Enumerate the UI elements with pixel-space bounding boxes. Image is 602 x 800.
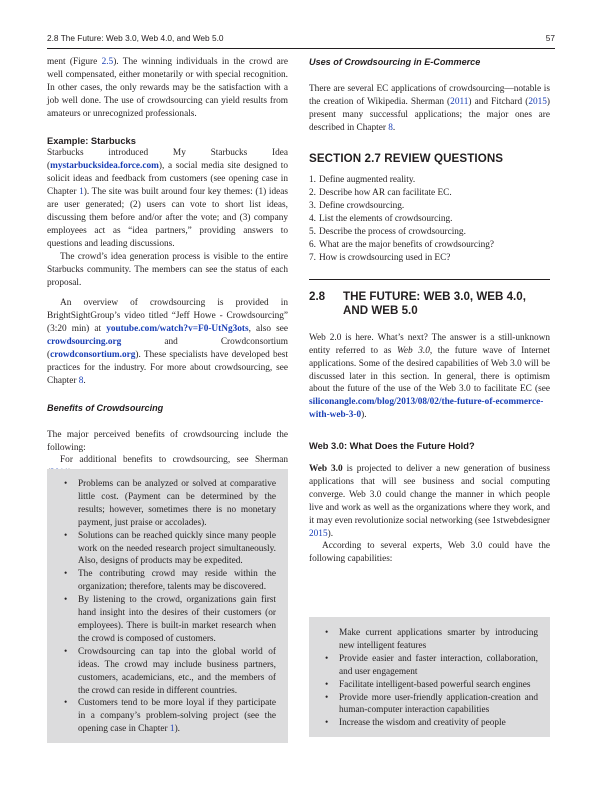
list-item: • Crowdsourcing can tap into the global world of ideas. The crowd may include business partners, customers, academicians, etc., and the members of the crowd can reside in different countries. <box>64 646 276 696</box>
bullet-icon: • <box>64 698 68 709</box>
bullet-icon: • <box>325 653 329 664</box>
list-item: 6. What are the major benefits of crowdsourcing? <box>309 239 495 250</box>
list-item: • Increase the wisdom and creativity of people <box>325 718 506 729</box>
future-heading: Web 3.0: What Does the Future Hold? <box>309 441 475 452</box>
benefits-list <box>62 478 276 736</box>
paragraph-benefits: The major perceived benefits of crowdsourcing include the following: <box>47 429 288 453</box>
crowdconsortium-link[interactable]: crowdconsortium.org <box>50 350 136 361</box>
bullet-icon: • <box>325 718 329 729</box>
capabilities-list <box>323 627 538 730</box>
fitchard-2015-link[interactable]: 2015 <box>528 96 547 107</box>
bullet-icon: • <box>325 692 329 703</box>
list-item: 3. Define crowdsourcing. <box>309 201 405 212</box>
bullet-icon: • <box>64 479 68 489</box>
paragraph-overview: An overview of crowdsourcing is provided in BrightSightGroup’s video titled “Jeff Howe - Crowdsourcing” (3:20 min) at youtube.com/watch?v=F0-UtNg3ots, also see crowdsourcing.org and Crowdconsortium (crowdconsortium.org). These specialists have developed best practices for the industry. For more about crowdsourcing, see Chapter 8. <box>47 298 288 386</box>
bullet-icon: • <box>325 679 329 690</box>
section-title-line1: THE FUTURE: WEB 3.0, WEB 4.0, <box>343 289 526 303</box>
crowdsourcing-org-link[interactable]: crowdsourcing.org <box>47 337 122 348</box>
list-item: • Facilitate intelligent-based powerful search engines <box>325 679 531 690</box>
paragraph-web2: Web 2.0 is here. What’s next? The answer is a still-unknown entity referred to as Web 3.0, the future wave of Internet applications. Some of the desired capabilities of Web 3.0 will be discussed later in this section. In general, there is optimism about the future of the use of the Web 3.0 to facilitate EC (see siliconangle.com/blog/2013/08/02/the-future-of-ecommerce-with-web-3-0). <box>309 332 550 421</box>
left-column <box>47 56 288 480</box>
bullet-icon: • <box>64 569 68 580</box>
list-item: • Problems can be analyzed or solved at comparative little cost. (Payment can be determined by the results; however, sometimes there is no monetary payment, just praise or accolades). <box>64 479 276 528</box>
running-head-title: 2.8 The Future: Web 3.0, Web 4.0, and Web 5.0 <box>47 33 224 43</box>
mystarbucksidea-link[interactable]: mystarbucksidea.force.com <box>50 161 159 172</box>
list-item: 7. How is crowdsourcing used in EC? <box>309 252 451 263</box>
chapter-1-link[interactable]: 1 <box>169 724 175 735</box>
paragraph-additional-benefits: For additional benefits to crowdsourcing, see Sherman <box>47 454 288 480</box>
list-item: • Make current applications smarter by introducing new intelligent features <box>325 628 538 651</box>
section-2-8-heading <box>309 279 550 318</box>
chapter-1-link[interactable]: 1 <box>79 187 84 198</box>
list-item: 1. Define augmented reality. <box>309 175 416 186</box>
uses-heading: Uses of Crowdsourcing in E-Commerce <box>309 57 481 67</box>
list-item: • Provide easier and faster interaction, collaboration, and user engagement <box>325 653 538 677</box>
list-item: • Provide more user-friendly application-creation and human-computer interaction capabilities <box>325 692 538 716</box>
example-heading: Example: Starbucks <box>47 135 136 146</box>
chapter-8-link[interactable]: 8 <box>388 122 393 133</box>
benefits-box <box>47 469 288 743</box>
figure-link[interactable]: 2.5 <box>101 57 114 67</box>
list-item: 4. List the elements of crowdsourcing. <box>309 214 453 225</box>
right-column <box>309 56 550 566</box>
paragraph-capabilities: According to several experts, Web 3.0 could have the following capabilities: <box>309 541 550 565</box>
header-rule <box>47 48 555 49</box>
benefits-heading: Benefits of Crowdsourcing <box>47 402 164 413</box>
paragraph-starbucks: Starbucks introduced My Starbucks Idea (mystarbucksidea.force.com), a social media site designed to solicit ideas and feedback from customers (see opening case in Chapter 1). The site was built around four key themes: (1) ideas are user generated; (2) users can vote to short list ideas, discussing them before and/or after the vote; and (3) company employees act as “idea partners,” providing answers to questions and leading discussions. <box>47 148 288 249</box>
sherman-2011-link[interactable]: 2011 <box>450 96 469 107</box>
list-item: • By listening to the crowd, organizations gain first hand insight into the desires of their customers (or employees). There is built-in market research when the crowd is composed of customers. <box>64 595 276 644</box>
page-number: 57 <box>545 33 555 43</box>
capabilities-box <box>309 617 550 737</box>
bullet-icon: • <box>64 595 68 606</box>
list-item: • Customers tend to be more loyal if they participate in a company’s problem-solving project (see the opening case in Chapter 1). <box>64 698 276 735</box>
review-questions-list <box>309 174 550 264</box>
section-title-line2: AND WEB 5.0 <box>343 303 418 317</box>
1stwebdesigner-2015-link[interactable]: 2015 <box>309 528 328 539</box>
review-questions-heading: SECTION 2.7 REVIEW QUESTIONS <box>309 151 504 165</box>
running-head <box>47 33 555 47</box>
paragraph-uses: There are several EC applications of crowdsourcing—notable is the creation of Wikipedia. Sherman (2011) and Fitchard (2015) present many successful applications; the major ones are described in Chapter 8. <box>309 83 551 133</box>
paragraph-idea-process: The crowd’s idea generation process is visible to the entire Starbucks community. The members can see the status of each proposal. <box>47 251 288 288</box>
section-number: 2.8 <box>309 289 326 303</box>
bullet-icon: • <box>64 646 68 657</box>
paragraph-web3: Web 3.0 is projected to deliver a new generation of business applications that will see business and social computing converge. Web 3.0 could change the manner in which people live and work as well as the organizations where they work, and it may even revolutionize social networking (see 1stwebdesigner 2015). <box>309 464 550 539</box>
chapter-8-link[interactable]: 8 <box>78 375 84 386</box>
paragraph-intro: ment (Figure 2.5). The winning individuals in the crowd are well compensated, either monetarily or with special recognition. In other cases, the only rewards may be the satisfaction with a job well done. The use of crowdsourcing can yield results from amateurs or unrecognized professionals. <box>47 57 288 119</box>
siliconangle-link[interactable]: siliconangle.com/blog/2013/08/02/the-future-of-ecommerce-with-web-3-0 <box>309 397 544 421</box>
list-item: 5. Describe the process of crowdsourcing. <box>309 227 466 238</box>
youtube-link[interactable]: youtube.com/watch?v=F0-UtNg3ots <box>106 324 249 335</box>
bullet-icon: • <box>325 628 329 638</box>
list-item: • The contributing crowd may reside within the organization; therefore, talents may be discovered. <box>64 569 276 593</box>
list-item: • Solutions can be reached quickly since many people work on the needed research project simultaneously. Also, designs of products may be expedited. <box>64 530 276 567</box>
bullet-icon: • <box>64 530 68 541</box>
list-item: 2. Describe how AR can facilitate EC. <box>309 188 452 199</box>
